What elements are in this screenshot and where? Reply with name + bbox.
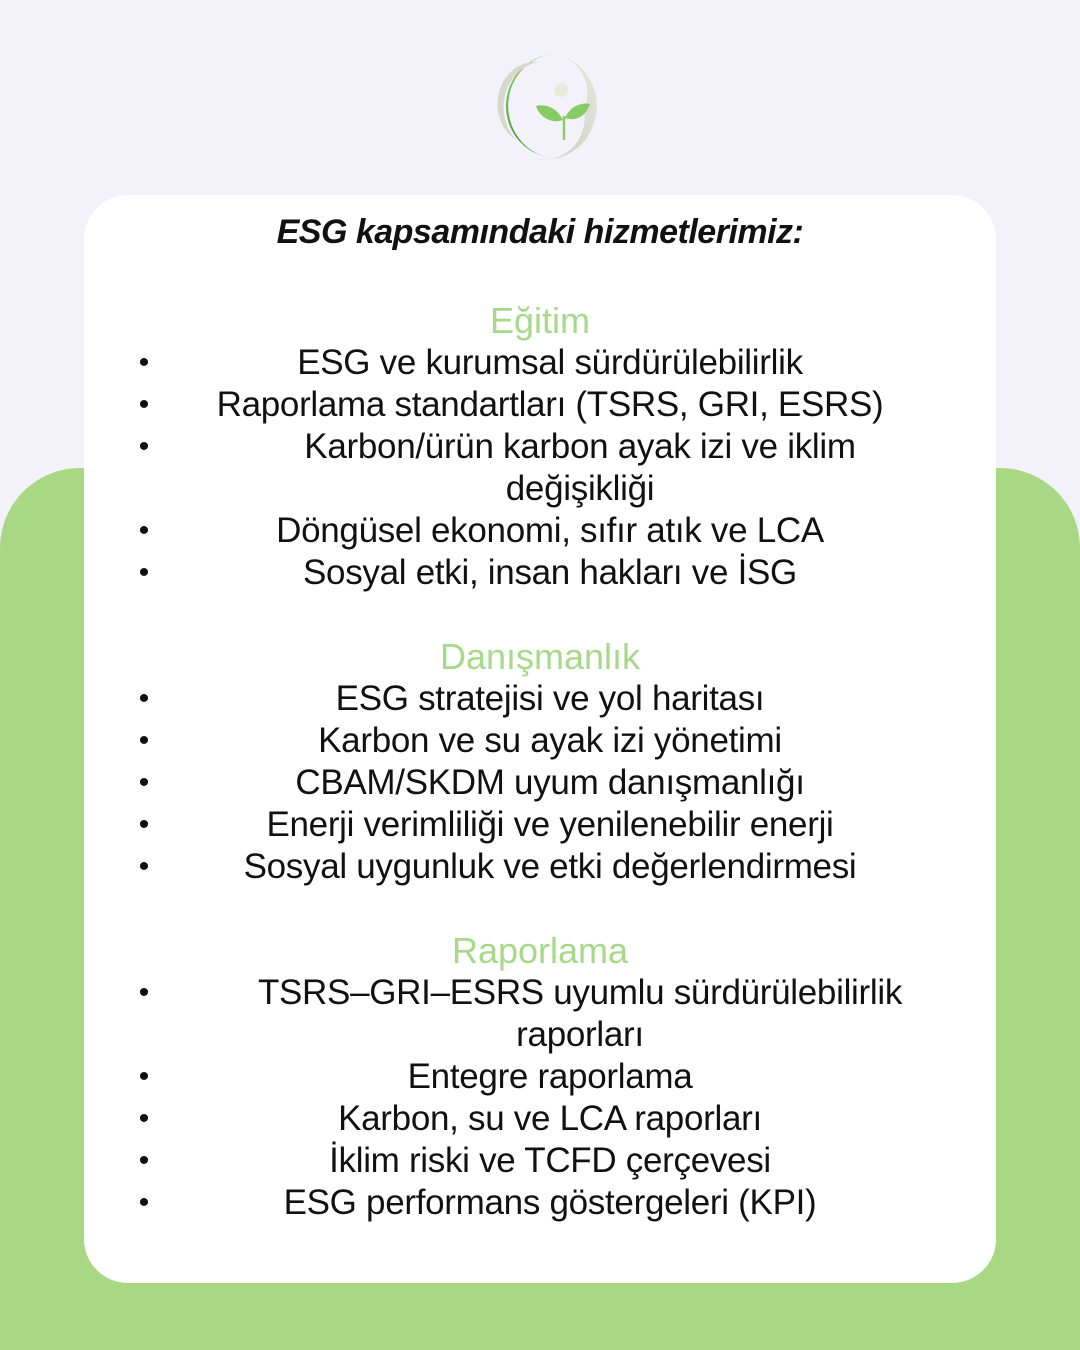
card-title: ESG kapsamındaki hizmetlerimiz:	[276, 213, 804, 251]
list-item: • Karbon/ürün karbon ayak izi ve iklim değişikliği	[84, 426, 996, 510]
list-item: • Sosyal etki, insan hakları ve İSG	[84, 552, 996, 594]
bullet: •	[138, 976, 150, 1009]
section-heading: Raporlama	[451, 930, 629, 971]
services-card	[84, 195, 996, 1283]
bullet: •	[138, 766, 150, 799]
section-raporlama	[84, 930, 996, 1224]
bullet: •	[138, 808, 150, 841]
list-item: • CBAM/SKDM uyum danışmanlığı	[84, 762, 996, 804]
bullet: •	[138, 514, 150, 547]
list-item: • ESG stratejisi ve yol haritası	[84, 678, 996, 720]
list-item: • Raporlama standartları (TSRS, GRI, ESRS)	[84, 384, 996, 426]
bullet: •	[138, 850, 150, 883]
bullet: •	[138, 556, 150, 589]
list-item: • ESG ve kurumsal sürdürülebilirlik	[84, 342, 996, 384]
list-item: • TSRS–GRI–ESRS uyumlu sürdürülebilirlik raporları	[84, 972, 996, 1056]
list-item: • Entegre raporlama	[84, 1056, 996, 1098]
bullet: •	[138, 1060, 150, 1093]
bullet: •	[138, 1102, 150, 1135]
bullet: •	[138, 430, 150, 463]
section-heading: Danışmanlık	[439, 636, 641, 677]
section-egitim	[84, 300, 996, 594]
leaf-circle-logo-icon	[476, 40, 616, 170]
list-item: • Döngüsel ekonomi, sıfır atık ve LCA	[84, 510, 996, 552]
section-danismanlik	[84, 636, 996, 888]
list-item: • Karbon ve su ayak izi yönetimi	[84, 720, 996, 762]
list-item: • ESG performans göstergeleri (KPI)	[84, 1182, 996, 1224]
bullet: •	[138, 724, 150, 757]
list-item: • İklim riski ve TCFD çerçevesi	[84, 1140, 996, 1182]
list-item: • Sosyal uygunluk ve etki değerlendirmesi	[84, 846, 996, 888]
bullet: •	[138, 1144, 150, 1177]
bullet: •	[138, 682, 150, 715]
list-item: • Enerji verimliliği ve yenilenebilir enerji	[84, 804, 996, 846]
bullet: •	[138, 346, 150, 379]
section-heading: Eğitim	[489, 300, 591, 341]
bullet: •	[138, 388, 150, 421]
list-item: • Karbon, su ve LCA raporları	[84, 1098, 996, 1140]
bullet: •	[138, 1186, 150, 1219]
